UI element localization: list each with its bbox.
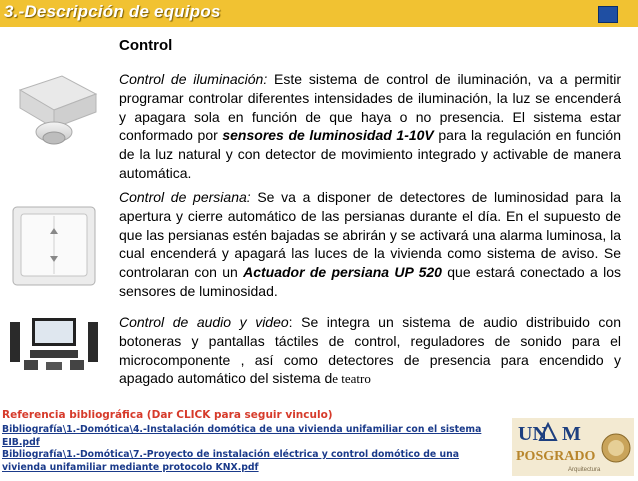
lighting-control-label: Control de iluminación: [119,71,268,87]
ceiling-sensor-icon [4,68,104,156]
blind-text-a: Se va a disponer de detectores de luminosidad para la apertura y cierre automático de las persianas durante el día. En el supuesto de que las persianas estén bajadas se abrirán y se activará una alarma luminosa, la cual encenderá y apagará las luces de la vivienda como sistema de aviso. Se controlaran con un [119,189,621,281]
blind-text-b: que estará conectado a los sensores de luminosidad. [119,264,622,299]
section-title: Control [119,37,173,54]
page-title: 3.-Descripción de equipos [4,2,221,21]
blind-highlight: Actuador de persiana UP 520 [243,264,442,281]
references-title: Referencia bibliográfica (Dar CLICK para seguir vinculo) [2,409,333,421]
audio-control-label: Control de audio y video [119,314,289,330]
blind-switch-icon [10,204,98,288]
lighting-highlight: sensores de luminosidad 1-10V [222,127,434,144]
logo-bottom-text: POSGRADO [516,449,596,464]
reference-link-1[interactable]: Bibliografía\1.-Domótica\4.-Instalación domótica de una vivienda unifamiliar con el sistema EIB.pdf [2,424,482,448]
audio-tail: e teatro [332,371,371,387]
blind-control-paragraph [119,188,621,301]
unam-posgrado-logo [512,418,634,476]
audio-control-paragraph [119,313,621,389]
logo-caption: Arquitectura [568,467,601,473]
lighting-text-a: Este sistema de control de iluminación, va a permitir programar controlar diferentes intensidades de iluminación, la luz se encenderá y apagara sola en función de que haya o no presencia. El sistema estar conformado por [119,71,622,144]
lighting-text-b: para la regulación en función de la luz natural y con detector de movimiento integrado y activable de manera automática. [119,127,621,181]
reference-link-2[interactable]: Bibliografía\1.-Domótica\7.-Proyecto de instalación eléctrica y control domótico de una vivienda unifamiliar mediante protocolo KNX.pdf [2,449,459,473]
home-theater-icon [2,312,106,374]
blind-control-label: Control de persiana: [119,189,251,205]
lighting-control-paragraph [119,70,621,183]
next-slide-button[interactable] [598,6,618,23]
references [2,409,502,474]
header-bar [0,0,638,27]
logo-top-text: UN [518,423,547,445]
svg-text:M: M [562,423,581,445]
audio-text-a: : Se integra un sistema de audio distribuido con botoneras y pantallas táctiles de control, reguladores de sonido para el microcomponente , así como detectores de presencia para encendido y apagado automático del sistema d [119,314,621,387]
